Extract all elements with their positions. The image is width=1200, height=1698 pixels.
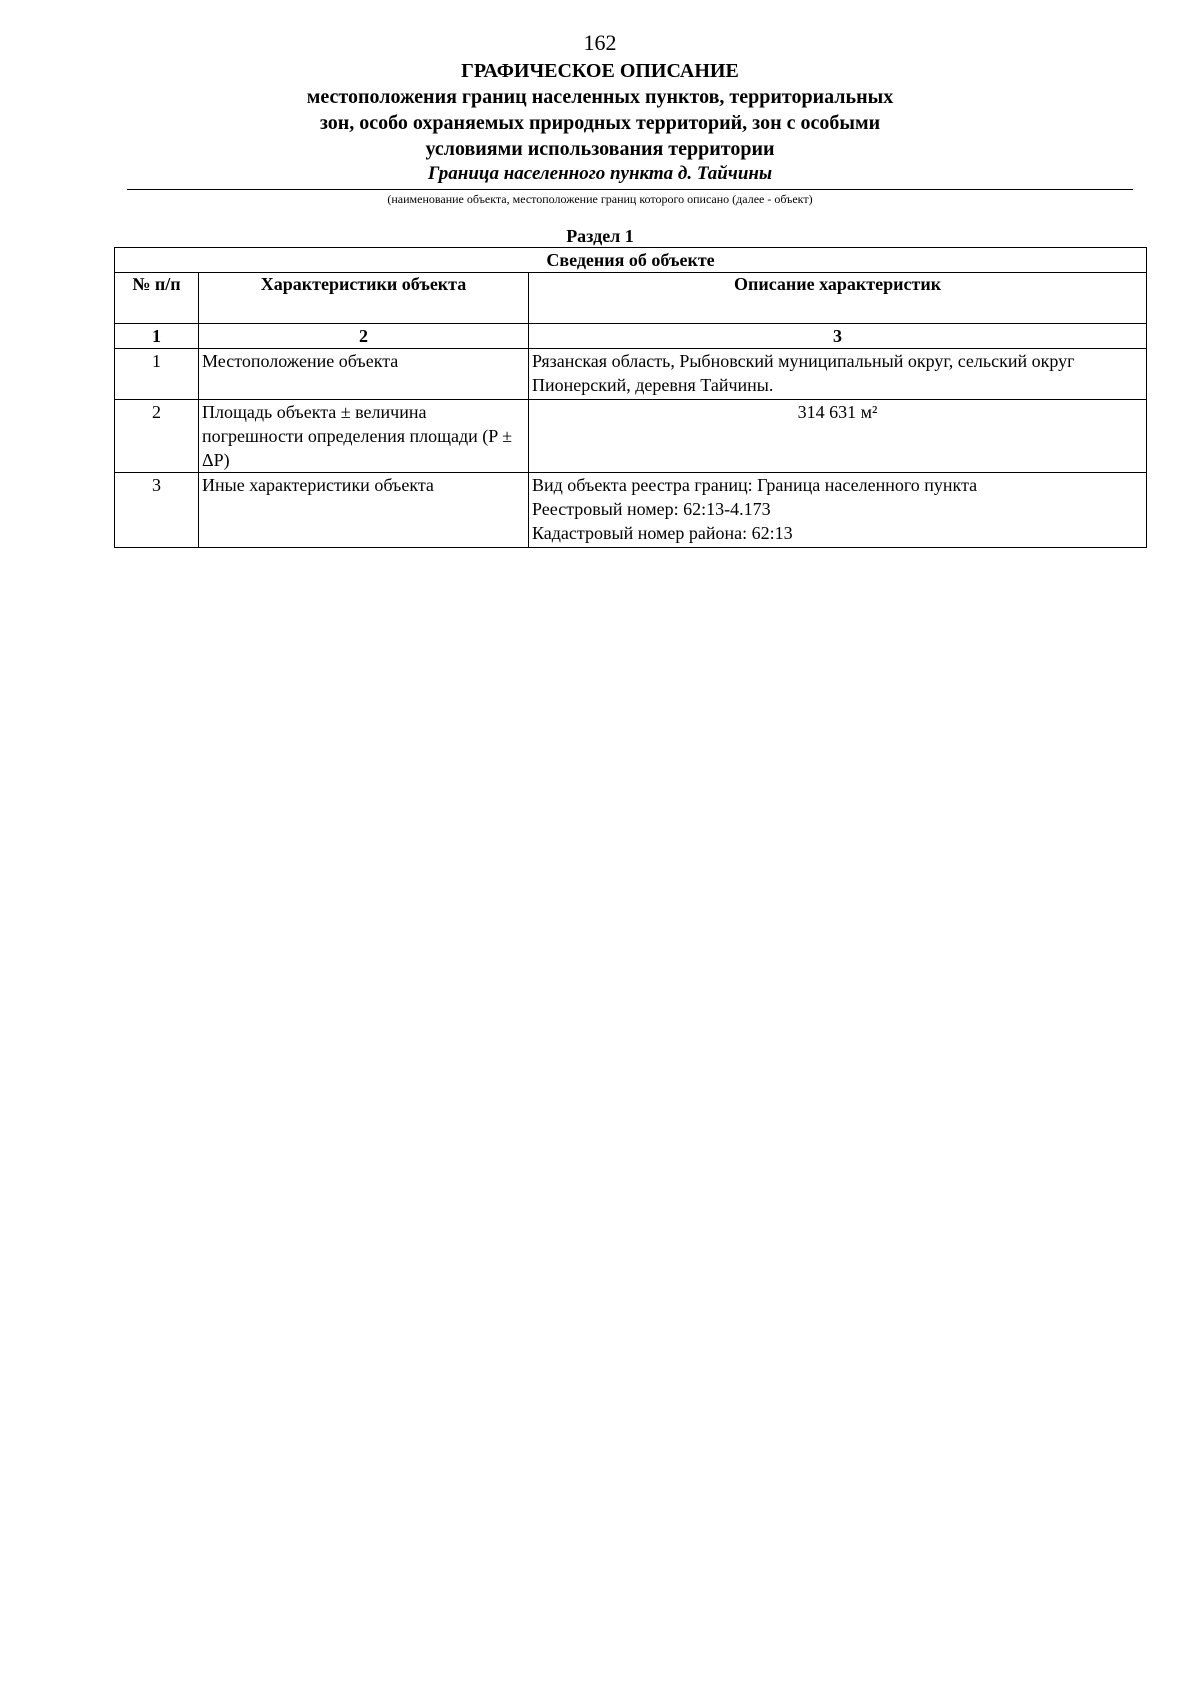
row-number: 3 [115, 473, 199, 548]
row-description-line: 314 631 м² [797, 402, 878, 422]
document-subtitle-line: местоположения границ населенных пунктов, территориальных [306, 86, 894, 108]
row-description [529, 349, 1147, 400]
table-row [115, 400, 1147, 473]
table-header-row [115, 273, 1147, 324]
header-num: № п/п [115, 273, 199, 324]
row-description [529, 473, 1147, 548]
row-characteristic: Иные характеристики объекта [199, 473, 529, 548]
object-info-table [114, 247, 1147, 548]
table-row [115, 349, 1147, 400]
row-characteristic: Площадь объекта ± величина погрешности определения площади (P ± ΔP) [199, 400, 529, 473]
column-number: 2 [199, 324, 529, 349]
document-subtitle-line: зон, особо охраняемых природных территорий, зон с особыми [319, 112, 881, 134]
column-number: 3 [529, 324, 1147, 349]
header-description: Описание характеристик [529, 273, 1147, 324]
column-number: 1 [115, 324, 199, 349]
object-name: Граница населенного пункта д. Тайчины [427, 163, 773, 184]
header-characteristic: Характеристики объекта [199, 273, 529, 324]
document-header [0, 58, 1200, 186]
row-description-line: Рязанская область, Рыбновский муниципальный округ, сельский округ Пионерский, деревня Тайчины. [532, 351, 1075, 395]
document-title: ГРАФИЧЕСКОЕ ОПИСАНИЕ [461, 60, 739, 82]
row-description-line: Вид объекта реестра границ: Граница населенного пункта [532, 475, 978, 495]
object-name-underline [127, 189, 1133, 190]
column-number-row [115, 324, 1147, 349]
row-description [529, 400, 1147, 473]
row-number: 2 [115, 400, 199, 473]
row-number: 1 [115, 349, 199, 400]
section-title: Раздел 1 [566, 226, 634, 246]
object-name-caption: (наименование объекта, местоположение границ которого описано (далее - объект) [387, 192, 813, 206]
row-characteristic: Местоположение объекта [199, 349, 529, 400]
page-number: 162 [583, 30, 617, 55]
row-description-line: Реестровый номер: 62:13-4.173 [532, 499, 771, 519]
table-caption: Сведения об объекте [115, 248, 1147, 273]
table-row [115, 473, 1147, 548]
row-description-line: Кадастровый номер района: 62:13 [532, 523, 793, 543]
table-caption-row [115, 248, 1147, 273]
document-subtitle-line: условиями использования территории [425, 138, 775, 160]
